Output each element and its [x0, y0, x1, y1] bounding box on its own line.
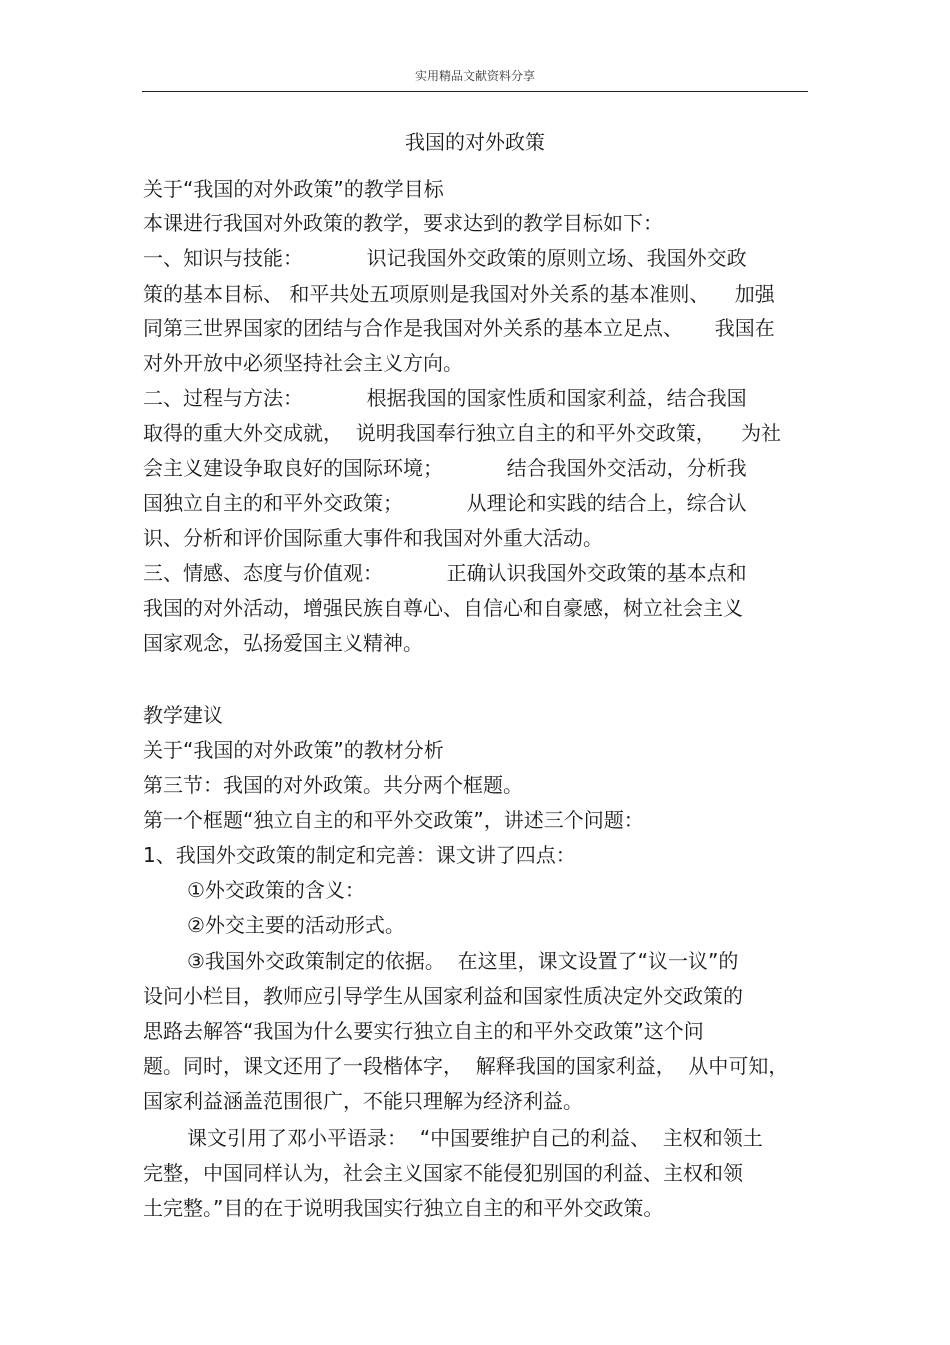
paragraph-line: 关于“我国的对外政策”的教材分析: [143, 738, 444, 762]
list-item: 1、我国外交政策的制定和完善：课文讲了四点：: [143, 843, 576, 867]
paragraph-line: 第三节：我国的对外政策。共分两个框题。: [143, 773, 523, 797]
list-item: ③我国外交政策制定的依据。 在这里，课文设置了“议一议”的: [187, 949, 739, 973]
paragraph-line: 关于“我国的对外政策”的教学目标: [143, 177, 444, 201]
paragraph-line: 本课进行我国对外政策的教学，要求达到的教学目标如下：: [143, 211, 663, 235]
list-item: ②外交主要的活动形式。: [187, 913, 405, 937]
paragraph-line: 三、情感、态度与价值观： 正确认识我国外交政策的基本点和: [143, 561, 747, 585]
paragraph-line: 国家观念，弘扬爱国主义精神。: [143, 631, 423, 655]
page-header: 实用精品文献资料分享: [414, 69, 535, 83]
paragraph-line: 国家利益涵盖范围很广，不能只理解为经济利益。: [143, 1089, 583, 1113]
paragraph-line: 思路去解答“我国为什么要实行独立自主的和平外交政策”这个问: [143, 1019, 704, 1043]
paragraph-line: 题。同时，课文还用了一段楷体字， 解释我国的国家利益， 从中可知，: [143, 1054, 789, 1078]
paragraph-line: 完整，中国同样认为，社会主义国家不能侵犯别国的利益、主权和领: [143, 1161, 743, 1185]
paragraph-line: 二、过程与方法： 根据我国的国家性质和国家利益，结合我国: [143, 386, 747, 410]
paragraph-line: 第一个框题“独立自主的和平外交政策”，讲述三个问题：: [143, 808, 644, 832]
paragraph-line: 一、知识与技能： 识记我国外交政策的原则立场、我国外交政: [143, 246, 747, 270]
document-title: 我国的对外政策: [405, 130, 545, 154]
paragraph-line: 识、分析和评价国际重大事件和我国对外重大活动。: [143, 526, 603, 550]
list-item: ①外交政策的含义：: [187, 878, 365, 902]
paragraph-line: 我国的对外活动，增强民族自尊心、自信心和自豪感，树立社会主义: [143, 596, 743, 620]
paragraph-line: 对外开放中必须坚持社会主义方向。: [143, 351, 463, 375]
paragraph-line: 同第三世界国家的团结与合作是我国对外关系的基本立足点、 我国在: [143, 316, 775, 340]
paragraph-line: 课文引用了邓小平语录： “中国要维护自己的利益、 主权和领土: [187, 1126, 763, 1150]
paragraph-line: 取得的重大外交成就， 说明我国奉行独立自主的和平外交政策， 为社: [143, 421, 782, 445]
paragraph-line: 设问小栏目，教师应引导学生从国家利益和国家性质决定外交政策的: [143, 984, 743, 1008]
header-divider: [142, 91, 808, 92]
paragraph-line: 策的基本目标、 和平共处五项原则是我国对外关系的基本准则、 加强: [143, 282, 775, 306]
section-heading: 教学建议: [143, 703, 223, 727]
paragraph-line: 土完整。”目的在于说明我国实行独立自主的和平外交政策。: [143, 1196, 664, 1220]
paragraph-line: 会主义建设争取良好的国际环境； 结合我国外交活动，分析我: [143, 456, 747, 480]
paragraph-line: 国独立自主的和平外交政策； 从理论和实践的结合上，综合认: [143, 491, 747, 515]
